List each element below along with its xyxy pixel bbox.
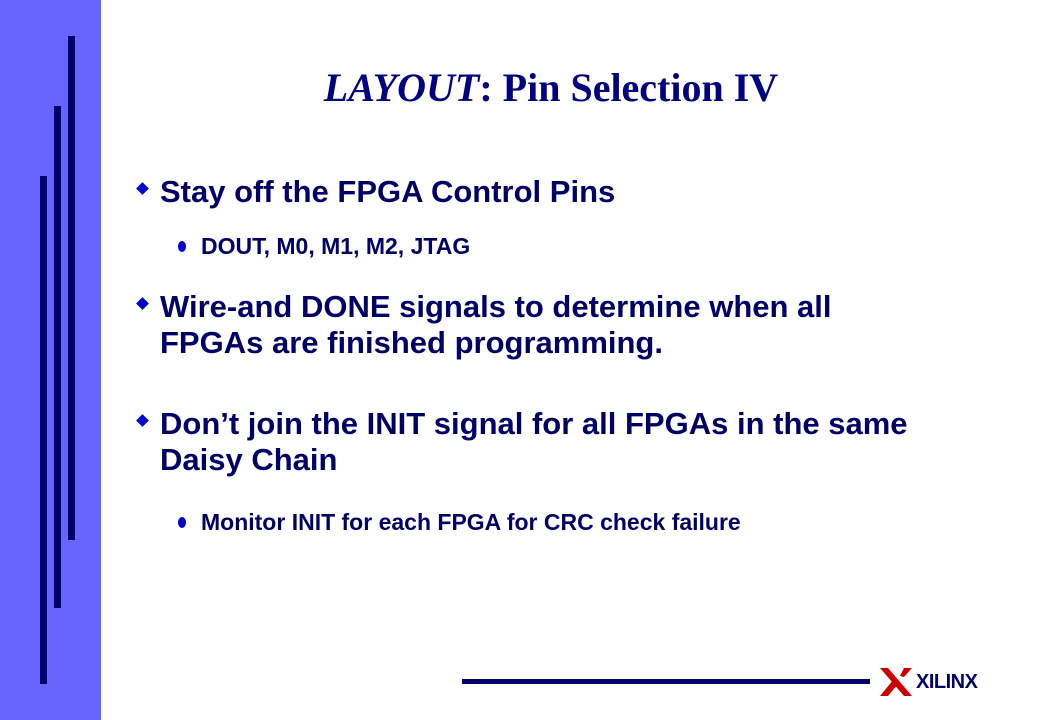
title-prefix: LAYOUT [323, 65, 480, 110]
dot-bullet-icon [178, 517, 186, 528]
decorative-vertical-line [40, 176, 47, 684]
xilinx-logo [878, 662, 990, 702]
diamond-bullet-icon [136, 182, 149, 195]
bullet-text: Wire-and DONE signals to determine when all FPGAs are finished programming. [160, 289, 832, 360]
decorative-vertical-line [68, 36, 75, 540]
title-suffix: : Pin Selection IV [479, 65, 779, 110]
dot-bullet-icon [178, 241, 186, 252]
diamond-bullet-icon [136, 297, 149, 310]
sub-bullet-text: Monitor INIT for each FPGA for CRC check failure [201, 509, 741, 535]
sidebar-panel [0, 0, 101, 720]
footer-divider [462, 679, 870, 684]
decorative-vertical-line [54, 106, 61, 608]
bullet-text: Stay off the FPGA Control Pins [160, 174, 616, 209]
slide-title [101, 64, 1001, 111]
xilinx-x-icon [878, 662, 914, 702]
bullet-text: Don’t join the INIT signal for all FPGAs in the same Daisy Chain [160, 406, 908, 477]
diamond-bullet-icon [136, 414, 149, 427]
sub-bullet-text: DOUT, M0, M1, M2, JTAG [201, 233, 471, 259]
logo-text: XILINX [916, 671, 978, 693]
